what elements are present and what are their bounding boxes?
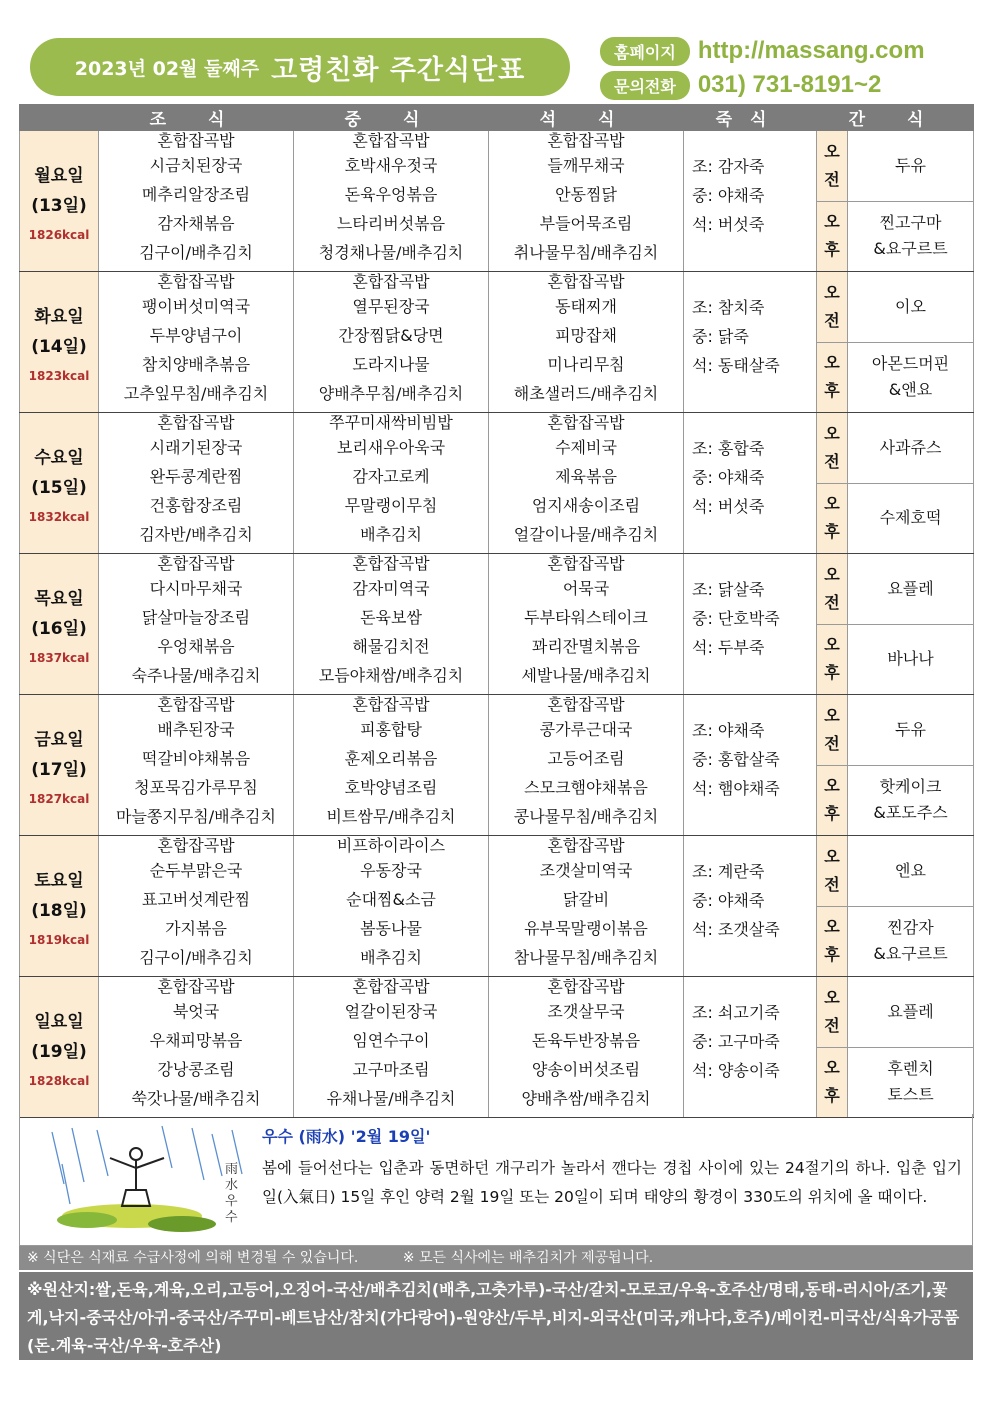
- seasonal-title: 우수 (雨水) '2월 19일': [262, 1127, 431, 1146]
- table-header: [20, 105, 974, 131]
- menu-item: 꽈리잔멸치볶음: [531, 637, 641, 656]
- menu-item: 두부타워스테이크: [524, 608, 648, 627]
- menu-item: 고구마조림: [352, 1060, 430, 1079]
- day-kcal: 1819kcal: [28, 933, 90, 947]
- porridge-item: 중: 고구마죽: [692, 1032, 780, 1051]
- day-name: 토요일: [34, 871, 84, 891]
- menu-item: 혼합잡곡밥: [157, 977, 235, 996]
- menu-item: 참치양배추볶음: [141, 355, 251, 374]
- title-banner: [30, 38, 570, 96]
- porridge-item: 석: 버섯죽: [692, 215, 765, 234]
- snack-cell: [848, 131, 974, 272]
- snack-am-label: 오 전: [824, 423, 840, 471]
- menu-item: 조갯살미역국: [539, 861, 633, 880]
- menu-item: 느타리버섯볶음: [336, 214, 446, 233]
- menu-item: 혼합잡곡밥: [157, 836, 235, 855]
- porridge-item: 조: 감자죽: [692, 157, 765, 176]
- porridge-item: 조: 닭살죽: [692, 580, 765, 599]
- lunch-cell: [294, 554, 489, 695]
- dinner-cell: [489, 977, 684, 1118]
- snack-am: 두유: [895, 719, 926, 739]
- porridge-cell: [684, 131, 817, 272]
- menu-item: 순두부맑은국: [149, 861, 243, 880]
- snack-pm: 바나나: [887, 649, 934, 669]
- menu-item: 시금치된장국: [149, 156, 243, 175]
- day-kcal: 1832kcal: [28, 510, 90, 524]
- menu-item: 얼갈이된장국: [344, 1002, 438, 1021]
- menu-item: 양배추무침/배추김치: [318, 384, 464, 403]
- menu-item: 혼합잡곡밥: [547, 695, 625, 714]
- menu-item: 양송이버섯조림: [531, 1060, 641, 1079]
- snack-pm: 수제호떡: [879, 508, 942, 528]
- breakfast-cell: [99, 131, 294, 272]
- menu-item: 혼합잡곡밥: [352, 131, 430, 150]
- header-dinner: 석 식: [489, 105, 684, 131]
- menu-item: 떡갈비야채볶음: [141, 749, 251, 768]
- menu-item: 취나물무침/배추김치: [513, 243, 659, 262]
- menu-item: 해초샐러드/배추김치: [513, 384, 659, 403]
- snack-am-label: 오 전: [824, 987, 840, 1035]
- menu-item: 북엇국: [172, 1002, 220, 1021]
- snack-cell: [848, 695, 974, 836]
- menu-item: 열무된장국: [352, 297, 430, 316]
- menu-item: 엄지새송이조림: [531, 496, 641, 515]
- snack-pm-label: 오 후: [824, 917, 840, 965]
- porridge-item: 중: 야채죽: [692, 891, 765, 910]
- dinner-cell: [489, 413, 684, 554]
- porridge-item: 석: 햄야채죽: [692, 779, 780, 798]
- day-row: [20, 836, 974, 977]
- snack-pm: 후렌치 토스트: [887, 1059, 934, 1105]
- snack-pm-label: 오 후: [824, 1058, 840, 1106]
- day-name: 월요일: [34, 166, 84, 186]
- porridge-item: 석: 동태살죽: [692, 356, 780, 375]
- menu-item: 혼합잡곡밥: [157, 695, 235, 714]
- week-date: 2023년 02월 둘째주: [74, 57, 260, 80]
- menu-item: 콩나물무침/배추김치: [513, 807, 659, 826]
- header-breakfast: 조 식: [99, 105, 294, 131]
- snack-cell: [848, 977, 974, 1118]
- menu-item: 혼합잡곡밥: [352, 554, 430, 573]
- lunch-cell: [294, 695, 489, 836]
- snack-am: 두유: [895, 155, 926, 175]
- day-date: (14일): [31, 337, 87, 357]
- porridge-item: 석: 버섯죽: [692, 497, 765, 516]
- snack-cell: [848, 272, 974, 413]
- menu-item: 닭살마늘장조림: [141, 608, 251, 627]
- menu-item: 혼합잡곡밥: [157, 413, 235, 432]
- menu-item: 우엉채볶음: [157, 637, 235, 656]
- menu-item: 안동찜닭: [555, 185, 617, 204]
- day-name: 수요일: [34, 448, 84, 468]
- day-cell: [20, 977, 99, 1118]
- menu-item: 비트쌈무/배추김치: [326, 807, 456, 826]
- day-cell: [20, 836, 99, 977]
- day-cell: [20, 413, 99, 554]
- lunch-cell: [294, 836, 489, 977]
- day-kcal: 1827kcal: [28, 792, 90, 806]
- porridge-item: 조: 참치죽: [692, 298, 765, 317]
- dinner-cell: [489, 272, 684, 413]
- breakfast-cell: [99, 413, 294, 554]
- menu-item: 혼합잡곡밥: [547, 836, 625, 855]
- menu-item: 김자반/배추김치: [139, 525, 253, 544]
- menu-item: 피망잡채: [555, 326, 617, 345]
- menu-item: 유부묵말랭이볶음: [524, 919, 648, 938]
- day-row: [20, 413, 974, 554]
- porridge-cell: [684, 413, 817, 554]
- menu-item: 닭갈비: [562, 890, 610, 909]
- menu-item: 메추리알장조림: [141, 185, 251, 204]
- porridge-cell: [684, 272, 817, 413]
- breakfast-cell: [99, 836, 294, 977]
- notice-change: ※ 식단은 식재료 수급사정에 의해 변경될 수 있습니다.: [27, 1250, 359, 1266]
- day-name: 일요일: [34, 1012, 84, 1032]
- day-cell: [20, 554, 99, 695]
- header-porridge: 죽식: [684, 105, 817, 131]
- snack-am: 사과쥬스: [879, 437, 942, 457]
- menu-item: 우동장국: [360, 861, 422, 880]
- menu-item: 감자미역국: [352, 579, 430, 598]
- menu-item: 돈육두반장볶음: [531, 1031, 641, 1050]
- menu-item: 청경채나물/배추김치: [318, 243, 464, 262]
- porridge-item: 석: 양송이죽: [692, 1061, 780, 1080]
- day-name: 목요일: [34, 589, 84, 609]
- menu-item: 동태찌개: [555, 297, 617, 316]
- porridge-item: 조: 홍합죽: [692, 439, 765, 458]
- menu-item: 조갯살무국: [547, 1002, 625, 1021]
- seasonal-note: [19, 1114, 973, 1246]
- phone-label: 문의전화: [600, 71, 690, 100]
- menu-item: 청포묵김가루무침: [134, 778, 258, 797]
- menu-item: 순대찜&소금: [346, 890, 436, 909]
- menu-item: 제육볶음: [555, 467, 617, 486]
- day-name: 화요일: [34, 307, 84, 327]
- menu-item: 우채피망볶음: [149, 1031, 243, 1050]
- snack-am-label: 오 전: [824, 846, 840, 894]
- menu-item: 돈육보쌈: [360, 608, 422, 627]
- menu-item: 혼합잡곡밥: [352, 977, 430, 996]
- menu-item: 호박새우젓국: [344, 156, 438, 175]
- menu-item: 호박양념조림: [344, 778, 438, 797]
- snack-pm: 아몬드머핀 &앤요: [871, 354, 950, 400]
- menu-item: 혼합잡곡밥: [157, 131, 235, 150]
- day-row: [20, 272, 974, 413]
- menu-item: 시래기된장국: [149, 438, 243, 457]
- menu-item: 보리새우아욱국: [336, 438, 446, 457]
- day-row: [20, 695, 974, 836]
- menu-item: 혼합잡곡밥: [352, 695, 430, 714]
- header-lunch: 중 식: [294, 105, 489, 131]
- menu-item: 세발나물/배추김치: [521, 666, 651, 685]
- snack-time-labels: [817, 836, 848, 977]
- menu-item: 스모크햄야채볶음: [524, 778, 648, 797]
- porridge-item: 중: 단호박죽: [692, 609, 780, 628]
- menu-item: 혼합잡곡밥: [547, 977, 625, 996]
- snack-time-labels: [817, 272, 848, 413]
- snack-cell: [848, 554, 974, 695]
- menu-item: 도라지나물: [352, 355, 430, 374]
- menu-item: 모듬야채쌈/배추김치: [318, 666, 464, 685]
- menu-item: 유채나물/배추김치: [326, 1089, 456, 1108]
- snack-am: 요플레: [887, 1001, 934, 1021]
- lunch-cell: [294, 413, 489, 554]
- snack-am-label: 오 전: [824, 705, 840, 753]
- day-cell: [20, 131, 99, 272]
- menu-item: 수제비국: [555, 438, 617, 457]
- lunch-cell: [294, 272, 489, 413]
- menu-item: 고등어조림: [547, 749, 625, 768]
- menu-item: 간장찜닭&당면: [338, 326, 444, 345]
- menu-item: 콩가루근대국: [539, 720, 633, 739]
- menu-item: 완두콩계란찜: [149, 467, 243, 486]
- menu-item: 혼합잡곡밥: [157, 272, 235, 291]
- snack-am: 이오: [895, 296, 926, 316]
- snack-am-label: 오 전: [824, 564, 840, 612]
- homepage-link[interactable]: http://massang.com: [697, 37, 925, 64]
- porridge-item: 석: 조갯살죽: [692, 920, 780, 939]
- snack-time-labels: [817, 131, 848, 272]
- snack-cell: [848, 413, 974, 554]
- menu-item: 쭈꾸미새싹비빔밥: [329, 413, 453, 432]
- menu-item: 건홍합장조림: [149, 496, 243, 515]
- day-date: (18일): [31, 901, 87, 921]
- snack-pm: 찐감자 &요구르트: [873, 918, 948, 964]
- menu-item: 배추김치: [360, 525, 422, 544]
- day-date: (16일): [31, 619, 87, 639]
- menu-item: 배추된장국: [157, 720, 235, 739]
- lunch-cell: [294, 977, 489, 1118]
- menu-item: 혼합잡곡밥: [157, 554, 235, 573]
- menu-item: 비프하이라이스: [336, 836, 446, 855]
- page-title: 고령친화 주간식단표: [271, 54, 526, 86]
- menu-item: 혼합잡곡밥: [547, 413, 625, 432]
- day-kcal: 1823kcal: [28, 369, 90, 383]
- weekly-menu-table: [19, 104, 974, 1118]
- menu-item: 미나리무침: [547, 355, 625, 374]
- day-kcal: 1826kcal: [28, 228, 90, 242]
- menu-item: 혼합잡곡밥: [352, 272, 430, 291]
- porridge-item: 중: 야채죽: [692, 468, 765, 487]
- porridge-cell: [684, 977, 817, 1118]
- rain-figure-illustration: [42, 1124, 247, 1236]
- menu-item: 배추김치: [360, 948, 422, 967]
- snack-pm-label: 오 후: [824, 353, 840, 401]
- breakfast-cell: [99, 554, 294, 695]
- menu-item: 혼합잡곡밥: [547, 272, 625, 291]
- seasonal-text: 봄에 들어선다는 입춘과 동면하던 개구리가 놀라서 깬다는 경칩 사이에 있는 24절기의 하나. 입춘 입기일(入氣日) 15일 후인 양력 2월 19일 또는 20일이 되며 태양의 황경이 330도의 위치에 올 때이다.: [262, 1159, 962, 1206]
- menu-item: 임연수구이: [352, 1031, 430, 1050]
- menu-item: 무말랭이무침: [344, 496, 438, 515]
- snack-am: 요플레: [887, 578, 934, 598]
- origin-info: ※원산지:쌀,돈육,계육,오리,고등어,오징어-국산/배추김치(배추,고춧가루)-국산/갈치-모로코/우육-호주산/명태,동태-러시아/조기,꽃게,낙지-중국산/아귀-중국산/주꾸미-베트남산/참치(가다랑어)-원양산/두부,비지-외국산(미국,캐나다,호주)/베이컨-미국산/식육가공품(돈.계육-국산/우육-호주산): [19, 1272, 973, 1360]
- dinner-cell: [489, 131, 684, 272]
- day-kcal: 1828kcal: [28, 1074, 90, 1088]
- menu-item: 쑥갓나물/배추김치: [131, 1089, 261, 1108]
- breakfast-cell: [99, 695, 294, 836]
- porridge-item: 중: 닭죽: [692, 327, 749, 346]
- menu-item: 양배추쌈/배추김치: [521, 1089, 651, 1108]
- snack-am-label: 오 전: [824, 141, 840, 189]
- menu-item: 마늘쫑지무침/배추김치: [116, 807, 276, 826]
- phone-number: 031) 731-8191~2: [697, 71, 882, 98]
- snack-cell: [848, 836, 974, 977]
- menu-item: 얼갈이나물/배추김치: [513, 525, 659, 544]
- menu-item: 피홍합탕: [360, 720, 422, 739]
- menu-item: 가지볶음: [165, 919, 227, 938]
- illustration-caption: 雨水 우수: [225, 1162, 239, 1225]
- snack-time-labels: [817, 554, 848, 695]
- day-cell: [20, 272, 99, 413]
- menu-item: 팽이버섯미역국: [141, 297, 251, 316]
- day-name: 금요일: [34, 730, 84, 750]
- dinner-cell: [489, 836, 684, 977]
- snack-pm-label: 오 후: [824, 494, 840, 542]
- snack-am: 엔요: [895, 860, 926, 880]
- menu-item: 강낭콩조림: [157, 1060, 235, 1079]
- homepage-label: 홈페이지: [600, 37, 690, 66]
- menu-item: 감자고로케: [352, 467, 430, 486]
- menu-item: 훈제오리볶음: [344, 749, 438, 768]
- menu-item: 김구이/배추김치: [139, 243, 253, 262]
- snack-pm-label: 오 후: [824, 776, 840, 824]
- day-cell: [20, 695, 99, 836]
- day-row: [20, 554, 974, 695]
- lunch-cell: [294, 131, 489, 272]
- menu-item: 부들어묵조림: [539, 214, 633, 233]
- day-date: (17일): [31, 760, 87, 780]
- porridge-item: 석: 두부죽: [692, 638, 765, 657]
- menu-item: 다시마무채국: [149, 579, 243, 598]
- snack-am-label: 오 전: [824, 282, 840, 330]
- menu-item: 두부양념구이: [149, 326, 243, 345]
- menu-item: 김구이/배추김치: [139, 948, 253, 967]
- snack-pm-label: 오 후: [824, 635, 840, 683]
- menu-item: 어묵국: [562, 579, 610, 598]
- breakfast-cell: [99, 272, 294, 413]
- snack-time-labels: [817, 695, 848, 836]
- notice-bar: [19, 1246, 973, 1270]
- menu-item: 표고버섯계란찜: [141, 890, 251, 909]
- menu-item: 참나물무침/배추김치: [513, 948, 659, 967]
- porridge-item: 중: 홍합살죽: [692, 750, 780, 769]
- menu-item: 숙주나물/배추김치: [131, 666, 261, 685]
- notice-kimchi: ※ 모든 식사에는 배추김치가 제공됩니다.: [402, 1250, 654, 1266]
- menu-item: 해물김치전: [352, 637, 430, 656]
- menu-item: 혼합잡곡밥: [547, 554, 625, 573]
- menu-item: 감자채볶음: [157, 214, 235, 233]
- porridge-item: 조: 계란죽: [692, 862, 765, 881]
- contact-info: [600, 36, 970, 104]
- porridge-cell: [684, 554, 817, 695]
- day-date: (19일): [31, 1042, 87, 1062]
- porridge-cell: [684, 836, 817, 977]
- porridge-item: 조: 쇠고기죽: [692, 1003, 780, 1022]
- day-date: (15일): [31, 478, 87, 498]
- snack-pm: 찐고구마 &요구르트: [873, 213, 948, 259]
- menu-item: 들깨무채국: [547, 156, 625, 175]
- menu-item: 혼합잡곡밥: [547, 131, 625, 150]
- day-date: (13일): [31, 196, 87, 216]
- header-snack: 간 식: [817, 105, 974, 131]
- snack-pm: 핫케이크 &포도주스: [873, 777, 948, 823]
- day-row: [20, 977, 974, 1118]
- day-row: [20, 131, 974, 272]
- menu-item: 돈육우엉볶음: [344, 185, 438, 204]
- porridge-item: 조: 야채죽: [692, 721, 765, 740]
- menu-item: 고추잎무침/배추김치: [123, 384, 269, 403]
- porridge-item: 중: 야채죽: [692, 186, 765, 205]
- snack-time-labels: [817, 977, 848, 1118]
- dinner-cell: [489, 554, 684, 695]
- snack-pm-label: 오 후: [824, 212, 840, 260]
- day-kcal: 1837kcal: [28, 651, 90, 665]
- dinner-cell: [489, 695, 684, 836]
- menu-item: 봄동나물: [360, 919, 422, 938]
- porridge-cell: [684, 695, 817, 836]
- breakfast-cell: [99, 977, 294, 1118]
- snack-time-labels: [817, 413, 848, 554]
